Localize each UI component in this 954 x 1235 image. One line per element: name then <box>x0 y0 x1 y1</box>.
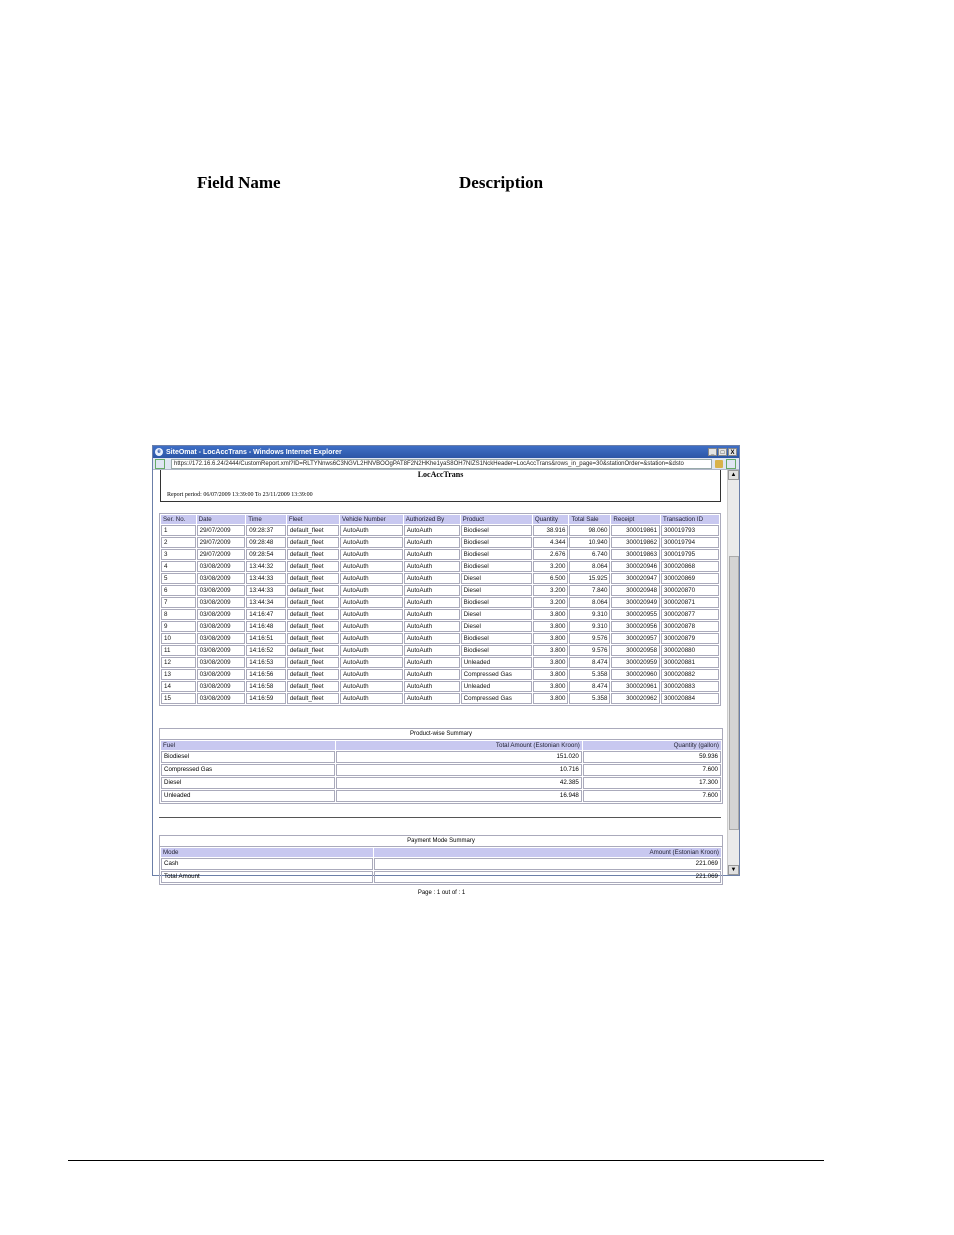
table-cell: 7.600 <box>583 790 721 802</box>
table-cell: 03/08/2009 <box>197 621 246 632</box>
table-cell: 8.474 <box>569 681 610 692</box>
browser-window <box>152 445 740 896</box>
table-cell: Total Amount <box>161 871 373 883</box>
table-cell: 29/07/2009 <box>197 549 246 560</box>
table-cell: AutoAuth <box>404 585 460 596</box>
table-cell: default_fleet <box>287 585 339 596</box>
transactions-header-row <box>161 515 719 524</box>
column-header: Total Sale <box>569 515 610 524</box>
column-header: Quantity <box>533 515 569 524</box>
column-header: Product <box>461 515 532 524</box>
summary-row <box>161 751 721 763</box>
table-cell: 7 <box>161 597 196 608</box>
table-cell: default_fleet <box>287 549 339 560</box>
table-row <box>161 693 719 704</box>
table-cell: 10.940 <box>569 537 610 548</box>
table-cell: AutoAuth <box>340 561 403 572</box>
table-cell: 300020946 <box>611 561 660 572</box>
table-cell: 5 <box>161 573 196 584</box>
summary-row <box>161 764 721 776</box>
table-cell: AutoAuth <box>340 549 403 560</box>
table-cell: AutoAuth <box>404 609 460 620</box>
table-row <box>161 549 719 560</box>
transactions-table <box>159 513 721 706</box>
table-cell: 6 <box>161 585 196 596</box>
table-cell: Biodiesel <box>461 549 532 560</box>
table-cell: 03/08/2009 <box>197 597 246 608</box>
summary-row <box>161 871 721 883</box>
column-header: Quantity (gallon) <box>583 741 721 750</box>
table-cell: 03/08/2009 <box>197 681 246 692</box>
column-header: Fuel <box>161 741 335 750</box>
table-cell: AutoAuth <box>404 549 460 560</box>
table-cell: 15.925 <box>569 573 610 584</box>
table-cell: Unleaded <box>461 681 532 692</box>
table-cell: AutoAuth <box>340 573 403 584</box>
table-cell: 10.716 <box>336 764 582 776</box>
table-cell: 300020878 <box>661 621 719 632</box>
table-cell: 14:16:53 <box>246 657 286 668</box>
table-cell: 300020868 <box>661 561 719 572</box>
table-row <box>161 645 719 656</box>
table-row <box>161 621 719 632</box>
table-cell: 300020956 <box>611 621 660 632</box>
table-row <box>161 585 719 596</box>
lock-icon[interactable] <box>715 460 723 468</box>
table-cell: 8.064 <box>569 597 610 608</box>
payment-summary-caption: Payment Mode Summary <box>160 836 722 847</box>
table-row <box>161 561 719 572</box>
table-cell: 13:44:33 <box>246 573 286 584</box>
table-cell: 03/08/2009 <box>197 633 246 644</box>
table-cell: 300020871 <box>661 597 719 608</box>
table-cell: 300020947 <box>611 573 660 584</box>
table-cell: 300020881 <box>661 657 719 668</box>
table-cell: 13:44:34 <box>246 597 286 608</box>
table-cell: default_fleet <box>287 669 339 680</box>
table-cell: Biodiesel <box>461 525 532 536</box>
pager: Page : 1 out of : 1 <box>417 890 466 896</box>
table-cell: 17.300 <box>583 777 721 789</box>
table-cell: 3.200 <box>533 585 569 596</box>
table-cell: AutoAuth <box>340 669 403 680</box>
column-header: Ser. No. <box>161 515 196 524</box>
report-period: Report period: 06/07/2009 13:39:00 To 23/11/2009 13:39:00 <box>167 492 313 498</box>
table-cell: 300020959 <box>611 657 660 668</box>
table-cell: 3.800 <box>533 633 569 644</box>
table-cell: 300019862 <box>611 537 660 548</box>
report-title: LocAccTrans <box>417 470 464 479</box>
table-cell: AutoAuth <box>340 657 403 668</box>
table-row <box>161 681 719 692</box>
table-cell: AutoAuth <box>340 633 403 644</box>
column-header: Transaction ID <box>661 515 719 524</box>
section-divider <box>159 817 721 818</box>
table-cell: 8.474 <box>569 657 610 668</box>
summary-row <box>161 777 721 789</box>
table-cell: 3.800 <box>533 681 569 692</box>
table-cell: 221.069 <box>374 858 721 870</box>
table-cell: 9 <box>161 621 196 632</box>
column-header: Vehicle Number <box>340 515 403 524</box>
table-cell: default_fleet <box>287 561 339 572</box>
table-cell: 6.740 <box>569 549 610 560</box>
table-cell: 3.800 <box>533 645 569 656</box>
table-cell: Diesel <box>161 777 335 789</box>
payment-summary <box>159 835 723 885</box>
page-icon <box>155 459 165 469</box>
summary-row <box>161 858 721 870</box>
table-cell: 300019795 <box>661 549 719 560</box>
table-cell: 14:16:52 <box>246 645 286 656</box>
table-cell: 11 <box>161 645 196 656</box>
table-cell: 14:16:59 <box>246 693 286 704</box>
table-cell: AutoAuth <box>404 597 460 608</box>
table-row <box>161 597 719 608</box>
table-cell: Biodiesel <box>461 561 532 572</box>
table-cell: 5.358 <box>569 693 610 704</box>
table-cell: 38.916 <box>533 525 569 536</box>
table-cell: 8.064 <box>569 561 610 572</box>
table-cell: 9.310 <box>569 621 610 632</box>
address-bar <box>153 458 739 470</box>
table-cell: 300019863 <box>611 549 660 560</box>
table-cell: 3.800 <box>533 657 569 668</box>
table-cell: AutoAuth <box>340 693 403 704</box>
table-cell: 300020879 <box>661 633 719 644</box>
table-cell: 300020949 <box>611 597 660 608</box>
table-cell: Biodiesel <box>461 597 532 608</box>
table-cell: 13 <box>161 669 196 680</box>
summary-row <box>161 790 721 802</box>
footer-rule <box>68 1160 824 1161</box>
table-cell: 03/08/2009 <box>197 573 246 584</box>
table-cell: 300020961 <box>611 681 660 692</box>
table-cell: 03/08/2009 <box>197 609 246 620</box>
table-cell: 7.600 <box>583 764 721 776</box>
table-cell: Cash <box>161 858 373 870</box>
column-header: Date <box>197 515 246 524</box>
table-cell: 300020960 <box>611 669 660 680</box>
column-header: Total Amount (Estonian Kroon) <box>336 741 582 750</box>
table-cell: default_fleet <box>287 657 339 668</box>
window-title: SiteOmat - LocAccTrans - Windows Internet Explorer <box>166 448 342 456</box>
table-cell: 29/07/2009 <box>197 525 246 536</box>
refresh-icon[interactable] <box>726 459 736 469</box>
table-row <box>161 537 719 548</box>
window-controls <box>708 448 737 456</box>
table-cell: AutoAuth <box>340 609 403 620</box>
table-row <box>161 633 719 644</box>
table-cell: default_fleet <box>287 693 339 704</box>
table-cell: AutoAuth <box>340 597 403 608</box>
table-cell: 98.060 <box>569 525 610 536</box>
maximize-button[interactable]: □ <box>718 448 727 456</box>
table-cell: Unleaded <box>161 790 335 802</box>
table-row <box>161 657 719 668</box>
url-field[interactable]: https://172.16.6.24/2444/CustomReport.xml?ID=RLTYNnws6C3NGVL2HNVBOOgPAT8F2N2HKhe1yaS8OH7NIZS1NckHeader=LocAccTrans&rows_in_page=30&stationOrder=&station=&dsto <box>171 459 712 469</box>
close-button[interactable]: X <box>728 448 737 456</box>
table-cell: AutoAuth <box>404 621 460 632</box>
minimize-button[interactable]: _ <box>708 448 717 456</box>
table-cell: Compressed Gas <box>461 693 532 704</box>
table-cell: AutoAuth <box>404 657 460 668</box>
table-cell: 15 <box>161 693 196 704</box>
table-cell: 09:28:48 <box>246 537 286 548</box>
table-cell: Diesel <box>461 585 532 596</box>
table-cell: Biodiesel <box>461 537 532 548</box>
table-cell: 14:16:58 <box>246 681 286 692</box>
table-cell: 151.020 <box>336 751 582 763</box>
column-header: Fleet <box>287 515 339 524</box>
report-content <box>153 470 728 896</box>
table-cell: 03/08/2009 <box>197 645 246 656</box>
table-cell: 03/08/2009 <box>197 693 246 704</box>
table-cell: default_fleet <box>287 525 339 536</box>
table-cell: 300020958 <box>611 645 660 656</box>
table-cell: 7.840 <box>569 585 610 596</box>
table-cell: 4.344 <box>533 537 569 548</box>
table-cell: 3 <box>161 549 196 560</box>
table-cell: 14:16:51 <box>246 633 286 644</box>
table-cell: 9.576 <box>569 645 610 656</box>
table-cell: default_fleet <box>287 573 339 584</box>
table-cell: 3.800 <box>533 621 569 632</box>
table-cell: 300020957 <box>611 633 660 644</box>
table-cell: default_fleet <box>287 681 339 692</box>
table-row <box>161 573 719 584</box>
table-cell: 13:44:33 <box>246 585 286 596</box>
table-cell: 300019861 <box>611 525 660 536</box>
title-bar <box>153 446 739 458</box>
table-cell: 12 <box>161 657 196 668</box>
table-cell: AutoAuth <box>404 693 460 704</box>
table-cell: AutoAuth <box>404 537 460 548</box>
table-cell: 16.948 <box>336 790 582 802</box>
table-cell: 3.800 <box>533 693 569 704</box>
table-cell: AutoAuth <box>404 525 460 536</box>
table-cell: AutoAuth <box>404 561 460 572</box>
table-cell: 300020877 <box>661 609 719 620</box>
scroll-down-arrow-icon[interactable]: ▼ <box>728 865 739 875</box>
table-cell: 13:44:32 <box>246 561 286 572</box>
table-cell: default_fleet <box>287 597 339 608</box>
table-cell: Diesel <box>461 573 532 584</box>
table-cell: Diesel <box>461 609 532 620</box>
table-cell: 03/08/2009 <box>197 657 246 668</box>
table-cell: 221.069 <box>374 871 721 883</box>
table-cell: default_fleet <box>287 537 339 548</box>
column-header: Receipt <box>611 515 660 524</box>
table-cell: 14 <box>161 681 196 692</box>
table-cell: 09:28:37 <box>246 525 286 536</box>
table-cell: 3.200 <box>533 597 569 608</box>
column-header: Time <box>246 515 286 524</box>
table-cell: Compressed Gas <box>461 669 532 680</box>
table-cell: AutoAuth <box>404 645 460 656</box>
table-cell: 09:28:54 <box>246 549 286 560</box>
table-cell: 5.358 <box>569 669 610 680</box>
table-cell: 10 <box>161 633 196 644</box>
table-cell: 14:16:48 <box>246 621 286 632</box>
table-cell: AutoAuth <box>404 681 460 692</box>
table-cell: Biodiesel <box>461 645 532 656</box>
product-summary-caption: Product-wise Summary <box>160 729 722 740</box>
table-cell: default_fleet <box>287 621 339 632</box>
table-cell: 03/08/2009 <box>197 585 246 596</box>
table-row <box>161 525 719 536</box>
table-row <box>161 669 719 680</box>
table-cell: AutoAuth <box>340 585 403 596</box>
payment-summary-table <box>160 847 722 884</box>
table-cell: 9.310 <box>569 609 610 620</box>
table-cell: 1 <box>161 525 196 536</box>
table-cell: 300020962 <box>611 693 660 704</box>
table-cell: Biodiesel <box>461 633 532 644</box>
scroll-thumb[interactable] <box>729 556 739 830</box>
table-cell: 2 <box>161 537 196 548</box>
table-cell: 59.936 <box>583 751 721 763</box>
table-cell: 42.385 <box>336 777 582 789</box>
table-cell: 03/08/2009 <box>197 561 246 572</box>
table-cell: Compressed Gas <box>161 764 335 776</box>
table-cell: AutoAuth <box>340 645 403 656</box>
table-cell: Diesel <box>461 621 532 632</box>
product-summary-header-row <box>161 741 721 750</box>
table-cell: Unleaded <box>461 657 532 668</box>
table-cell: Biodiesel <box>161 751 335 763</box>
table-cell: 300019793 <box>661 525 719 536</box>
payment-summary-header-row <box>161 848 721 857</box>
table-cell: 3.200 <box>533 561 569 572</box>
table-cell: AutoAuth <box>404 573 460 584</box>
table-cell: 2.676 <box>533 549 569 560</box>
table-cell: 300020948 <box>611 585 660 596</box>
table-cell: AutoAuth <box>340 525 403 536</box>
table-cell: 8 <box>161 609 196 620</box>
table-cell: 300020955 <box>611 609 660 620</box>
table-cell: 300020884 <box>661 693 719 704</box>
field-name-heading: Field Name <box>197 173 281 192</box>
table-cell: default_fleet <box>287 645 339 656</box>
column-header: Amount (Estonian Kroon) <box>374 848 721 857</box>
product-summary-table <box>160 740 722 803</box>
vertical-scrollbar[interactable] <box>727 470 739 875</box>
report-header <box>160 470 721 502</box>
product-summary <box>159 728 723 804</box>
ie-logo-icon: e <box>155 448 163 456</box>
table-cell: AutoAuth <box>404 669 460 680</box>
table-cell: 300020880 <box>661 645 719 656</box>
table-cell: 300020882 <box>661 669 719 680</box>
description-heading: Description <box>459 173 544 192</box>
table-cell: 6.500 <box>533 573 569 584</box>
table-row <box>161 609 719 620</box>
table-cell: 300020870 <box>661 585 719 596</box>
table-cell: 300019794 <box>661 537 719 548</box>
column-header: Mode <box>161 848 373 857</box>
table-cell: 29/07/2009 <box>197 537 246 548</box>
column-header: Authorized By <box>404 515 460 524</box>
table-cell: 3.800 <box>533 609 569 620</box>
table-cell: 03/08/2009 <box>197 669 246 680</box>
table-cell: AutoAuth <box>340 621 403 632</box>
scroll-up-arrow-icon[interactable]: ▲ <box>728 470 739 480</box>
table-cell: 300020883 <box>661 681 719 692</box>
table-cell: default_fleet <box>287 633 339 644</box>
table-cell: AutoAuth <box>340 537 403 548</box>
table-cell: AutoAuth <box>340 681 403 692</box>
table-cell: default_fleet <box>287 609 339 620</box>
table-cell: 4 <box>161 561 196 572</box>
table-cell: 14:16:56 <box>246 669 286 680</box>
table-cell: 300020869 <box>661 573 719 584</box>
table-cell: AutoAuth <box>404 633 460 644</box>
table-cell: 3.800 <box>533 669 569 680</box>
table-cell: 9.576 <box>569 633 610 644</box>
table-cell: 14:16:47 <box>246 609 286 620</box>
